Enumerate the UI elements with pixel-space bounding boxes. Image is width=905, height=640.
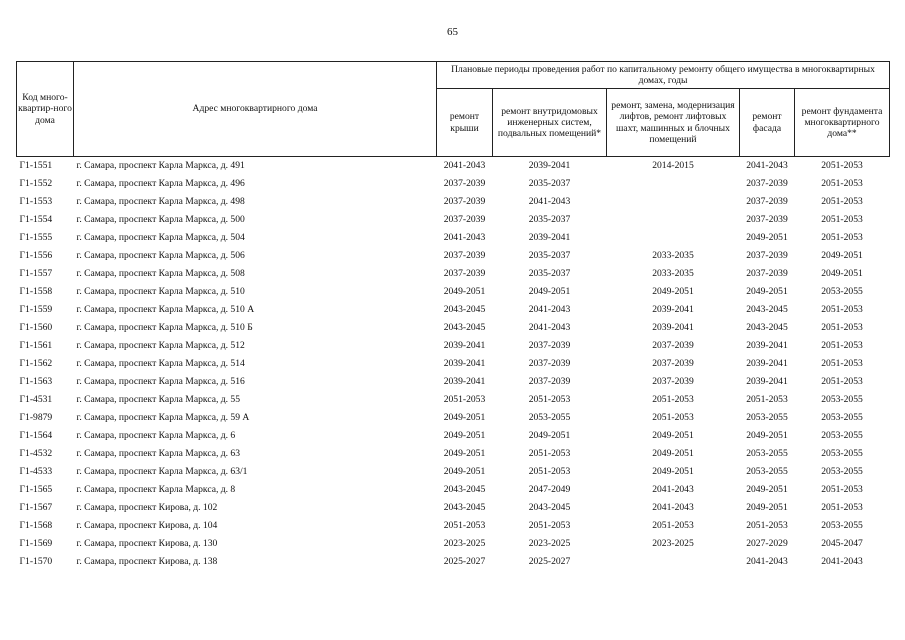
header-code: Код много-квартир-ного дома — [17, 62, 74, 157]
cell-foundation: 2051-2053 — [821, 484, 863, 496]
cell-lifts — [607, 211, 740, 229]
cell-lifts: 2051-2053 — [652, 520, 694, 532]
cell-roof: 2039-2041 — [443, 376, 486, 388]
cell-code: Г1-1556 — [19, 250, 53, 262]
cell-facade: 2051-2053 — [746, 520, 788, 532]
cell-systems: 2039-2041 — [528, 232, 571, 244]
table-row — [17, 319, 890, 337]
cell-roof: 2037-2039 — [443, 178, 486, 190]
table-row — [17, 409, 890, 427]
cell-facade: 2027-2029 — [746, 538, 788, 550]
cell-roof: 2037-2039 — [443, 268, 486, 280]
table-row — [17, 373, 890, 391]
cell-roof: 2049-2051 — [443, 448, 486, 460]
cell-code: Г1-1570 — [19, 556, 53, 568]
cell-address: г. Самара, проспект Кирова, д. 130 — [76, 538, 218, 550]
cell-code: Г1-1553 — [19, 196, 53, 208]
header-periods: Плановые периоды проведения работ по капитальному ремонту общего имущества в многоквартирных домах, годы — [437, 62, 890, 89]
cell-systems: 2051-2053 — [528, 448, 571, 460]
cell-code: Г1-4533 — [19, 466, 53, 478]
cell-lifts: 2039-2041 — [652, 304, 694, 316]
cell-foundation: 2053-2055 — [821, 520, 863, 532]
cell-lifts: 2051-2053 — [652, 412, 694, 424]
cell-lifts: 2049-2051 — [652, 448, 694, 460]
cell-foundation: 2053-2055 — [821, 466, 863, 478]
cell-lifts: 2014-2015 — [652, 160, 694, 172]
cell-code: Г1-1567 — [19, 502, 53, 514]
cell-systems: 2039-2041 — [528, 160, 571, 172]
cell-foundation: 2051-2053 — [821, 340, 863, 352]
cell-address: г. Самара, проспект Карла Маркса, д. 498 — [76, 196, 245, 208]
cell-foundation: 2053-2055 — [821, 286, 863, 298]
cell-roof: 2037-2039 — [443, 214, 486, 226]
cell-lifts: 2037-2039 — [652, 340, 694, 352]
cell-facade: 2037-2039 — [746, 268, 788, 280]
cell-address: г. Самара, проспект Карла Маркса, д. 6 — [76, 430, 236, 442]
cell-foundation: 2053-2055 — [821, 448, 863, 460]
cell-facade: 2041-2043 — [746, 160, 788, 172]
cell-roof: 2023-2025 — [443, 538, 486, 550]
cell-address: г. Самара, проспект Кирова, д. 138 — [76, 556, 218, 568]
cell-systems: 2041-2043 — [528, 304, 571, 316]
table-row — [17, 463, 890, 481]
cell-facade: 2039-2041 — [746, 358, 788, 370]
cell-lifts: 2039-2041 — [652, 322, 694, 334]
table-row — [17, 427, 890, 445]
cell-address: г. Самара, проспект Карла Маркса, д. 508 — [76, 268, 245, 280]
header-lifts: ремонт, замена, модернизация лифтов, ремонт лифтовых шахт, машинных и блочных помещений — [607, 89, 740, 157]
cell-systems: 2037-2039 — [528, 358, 571, 370]
cell-code: Г1-1554 — [19, 214, 53, 226]
cell-address: г. Самара, проспект Карла Маркса, д. 55 — [76, 394, 241, 406]
cell-lifts: 2033-2035 — [652, 250, 694, 262]
cell-facade: 2049-2051 — [746, 232, 788, 244]
cell-roof: 2039-2041 — [443, 340, 486, 352]
cell-foundation: 2049-2051 — [821, 250, 863, 262]
cell-facade: 2037-2039 — [746, 178, 788, 190]
cell-code: Г1-1562 — [19, 358, 53, 370]
header-foundation: ремонт фундамента многоквартирного дома** — [795, 89, 890, 157]
cell-address: г. Самара, проспект Карла Маркса, д. 59 А — [76, 412, 250, 424]
cell-code: Г1-1552 — [19, 178, 53, 190]
table-row — [17, 247, 890, 265]
cell-foundation: 2053-2055 — [821, 430, 863, 442]
table-row — [17, 229, 890, 247]
cell-roof: 2041-2043 — [443, 160, 486, 172]
cell-roof: 2037-2039 — [443, 196, 486, 208]
cell-lifts: 2049-2051 — [652, 466, 694, 478]
table-row — [17, 193, 890, 211]
cell-facade: 2053-2055 — [746, 466, 788, 478]
cell-address: г. Самара, проспект Карла Маркса, д. 63 — [76, 448, 241, 460]
cell-code: Г1-1555 — [19, 232, 53, 244]
cell-systems: 2037-2039 — [528, 340, 571, 352]
cell-foundation: 2051-2053 — [821, 304, 863, 316]
cell-code: Г1-1568 — [19, 520, 53, 532]
cell-address: г. Самара, проспект Кирова, д. 104 — [76, 520, 218, 532]
cell-lifts: 2037-2039 — [652, 376, 694, 388]
cell-roof: 2049-2051 — [443, 412, 486, 424]
table-row — [17, 391, 890, 409]
table-header — [17, 62, 890, 157]
cell-systems: 2035-2037 — [528, 268, 571, 280]
cell-systems: 2037-2039 — [528, 376, 571, 388]
cell-foundation: 2051-2053 — [821, 322, 863, 334]
header-roof: ремонт крыши — [437, 89, 493, 157]
table-row — [17, 535, 890, 553]
cell-roof: 2039-2041 — [443, 358, 486, 370]
cell-facade: 2053-2055 — [746, 412, 788, 424]
cell-address: г. Самара, проспект Карла Маркса, д. 504 — [76, 232, 245, 244]
cell-lifts — [607, 553, 740, 571]
table-row — [17, 265, 890, 283]
cell-foundation: 2051-2053 — [821, 358, 863, 370]
table-row — [17, 301, 890, 319]
cell-lifts: 2033-2035 — [652, 268, 694, 280]
table-row — [17, 211, 890, 229]
cell-lifts: 2023-2025 — [652, 538, 694, 550]
cell-roof: 2043-2045 — [443, 322, 486, 334]
cell-address: г. Самара, проспект Карла Маркса, д. 506 — [76, 250, 245, 262]
cell-foundation: 2051-2053 — [821, 214, 863, 226]
capital-repair-table — [16, 61, 890, 571]
cell-code: Г1-4531 — [19, 394, 53, 406]
cell-address: г. Самара, проспект Карла Маркса, д. 8 — [76, 484, 236, 496]
cell-facade: 2037-2039 — [746, 196, 788, 208]
cell-systems: 2035-2037 — [528, 214, 571, 226]
cell-facade: 2039-2041 — [746, 376, 788, 388]
cell-lifts: 2041-2043 — [652, 502, 694, 514]
cell-facade: 2049-2051 — [746, 502, 788, 514]
cell-code: Г1-1569 — [19, 538, 53, 550]
cell-roof: 2025-2027 — [443, 556, 486, 568]
cell-roof: 2051-2053 — [443, 394, 486, 406]
cell-facade: 2037-2039 — [746, 214, 788, 226]
cell-lifts: 2051-2053 — [652, 394, 694, 406]
cell-roof: 2049-2051 — [443, 286, 486, 298]
cell-address: г. Самара, проспект Карла Маркса, д. 491 — [76, 160, 245, 172]
cell-roof: 2043-2045 — [443, 502, 486, 514]
cell-facade: 2049-2051 — [746, 484, 788, 496]
cell-address: г. Самара, проспект Карла Маркса, д. 63/1 — [76, 466, 248, 478]
cell-systems: 2051-2053 — [528, 466, 571, 478]
cell-address: г. Самара, проспект Карла Маркса, д. 514 — [76, 358, 245, 370]
table-row — [17, 481, 890, 499]
table-row — [17, 553, 890, 571]
cell-code: Г1-9879 — [19, 412, 53, 424]
cell-systems: 2049-2051 — [528, 286, 571, 298]
cell-systems: 2047-2049 — [528, 484, 571, 496]
cell-address: г. Самара, проспект Карла Маркса, д. 496 — [76, 178, 245, 190]
cell-lifts — [607, 193, 740, 211]
header-address: Адрес многоквартирного дома — [74, 62, 437, 157]
cell-roof: 2043-2045 — [443, 304, 486, 316]
cell-systems: 2023-2025 — [528, 538, 571, 550]
cell-address: г. Самара, проспект Карла Маркса, д. 516 — [76, 376, 245, 388]
cell-code: Г1-1561 — [19, 340, 53, 352]
cell-systems: 2053-2055 — [528, 412, 571, 424]
cell-code: Г1-1559 — [19, 304, 53, 316]
table-row — [17, 499, 890, 517]
header-systems: ремонт внутридомовых инженерных систем, подвальных помещений* — [493, 89, 607, 157]
table-body — [17, 157, 890, 572]
cell-lifts — [607, 229, 740, 247]
cell-code: Г1-1557 — [19, 268, 53, 280]
cell-foundation: 2051-2053 — [821, 178, 863, 190]
cell-systems: 2051-2053 — [528, 520, 571, 532]
cell-systems: 2049-2051 — [528, 430, 571, 442]
cell-roof: 2051-2053 — [443, 520, 486, 532]
cell-code: Г1-1564 — [19, 430, 53, 442]
cell-address: г. Самара, проспект Карла Маркса, д. 500 — [76, 214, 245, 226]
page-number: 65 — [447, 26, 458, 38]
cell-lifts: 2041-2043 — [652, 484, 694, 496]
cell-address: г. Самара, проспект Кирова, д. 102 — [76, 502, 218, 514]
cell-foundation: 2051-2053 — [821, 160, 863, 172]
cell-address: г. Самара, проспект Карла Маркса, д. 510 — [76, 286, 245, 298]
cell-systems: 2025-2027 — [528, 556, 571, 568]
cell-roof: 2041-2043 — [443, 232, 486, 244]
cell-facade: 2041-2043 — [746, 556, 788, 568]
cell-code: Г1-1563 — [19, 376, 53, 388]
table-row — [17, 283, 890, 301]
cell-foundation: 2049-2051 — [821, 268, 863, 280]
cell-facade: 2053-2055 — [746, 448, 788, 460]
cell-address: г. Самара, проспект Карла Маркса, д. 512 — [76, 340, 245, 352]
cell-code: Г1-1560 — [19, 322, 53, 334]
cell-facade: 2049-2051 — [746, 286, 788, 298]
cell-foundation: 2051-2053 — [821, 196, 863, 208]
cell-lifts — [607, 175, 740, 193]
cell-code: Г1-1558 — [19, 286, 53, 298]
cell-roof: 2049-2051 — [443, 466, 486, 478]
cell-code: Г1-1551 — [19, 160, 53, 172]
cell-foundation: 2045-2047 — [821, 538, 863, 550]
cell-systems: 2041-2043 — [528, 322, 571, 334]
cell-roof: 2037-2039 — [443, 250, 486, 262]
cell-lifts: 2049-2051 — [652, 430, 694, 442]
cell-systems: 2043-2045 — [528, 502, 571, 514]
cell-roof: 2049-2051 — [443, 430, 486, 442]
cell-foundation: 2051-2053 — [821, 502, 863, 514]
table-row — [17, 445, 890, 463]
cell-lifts: 2049-2051 — [652, 286, 694, 298]
table-row — [17, 157, 890, 176]
table-row — [17, 355, 890, 373]
cell-lifts: 2037-2039 — [652, 358, 694, 370]
cell-facade: 2049-2051 — [746, 430, 788, 442]
cell-address: г. Самара, проспект Карла Маркса, д. 510 А — [76, 304, 255, 316]
cell-systems: 2035-2037 — [528, 178, 571, 190]
cell-foundation: 2051-2053 — [821, 376, 863, 388]
cell-foundation: 2051-2053 — [821, 232, 863, 244]
table-row — [17, 517, 890, 535]
cell-facade: 2043-2045 — [746, 322, 788, 334]
cell-facade: 2039-2041 — [746, 340, 788, 352]
cell-foundation: 2053-2055 — [821, 394, 863, 406]
cell-facade: 2043-2045 — [746, 304, 788, 316]
cell-systems: 2041-2043 — [528, 196, 571, 208]
cell-foundation: 2041-2043 — [821, 556, 863, 568]
cell-systems: 2051-2053 — [528, 394, 571, 406]
cell-systems: 2035-2037 — [528, 250, 571, 262]
cell-facade: 2037-2039 — [746, 250, 788, 262]
table-row — [17, 175, 890, 193]
table-row — [17, 337, 890, 355]
cell-code: Г1-1565 — [19, 484, 53, 496]
cell-foundation: 2053-2055 — [821, 412, 863, 424]
cell-roof: 2043-2045 — [443, 484, 486, 496]
cell-address: г. Самара, проспект Карла Маркса, д. 510 Б — [76, 322, 253, 334]
cell-facade: 2051-2053 — [746, 394, 788, 406]
cell-code: Г1-4532 — [19, 448, 53, 460]
header-facade: ремонт фасада — [740, 89, 795, 157]
